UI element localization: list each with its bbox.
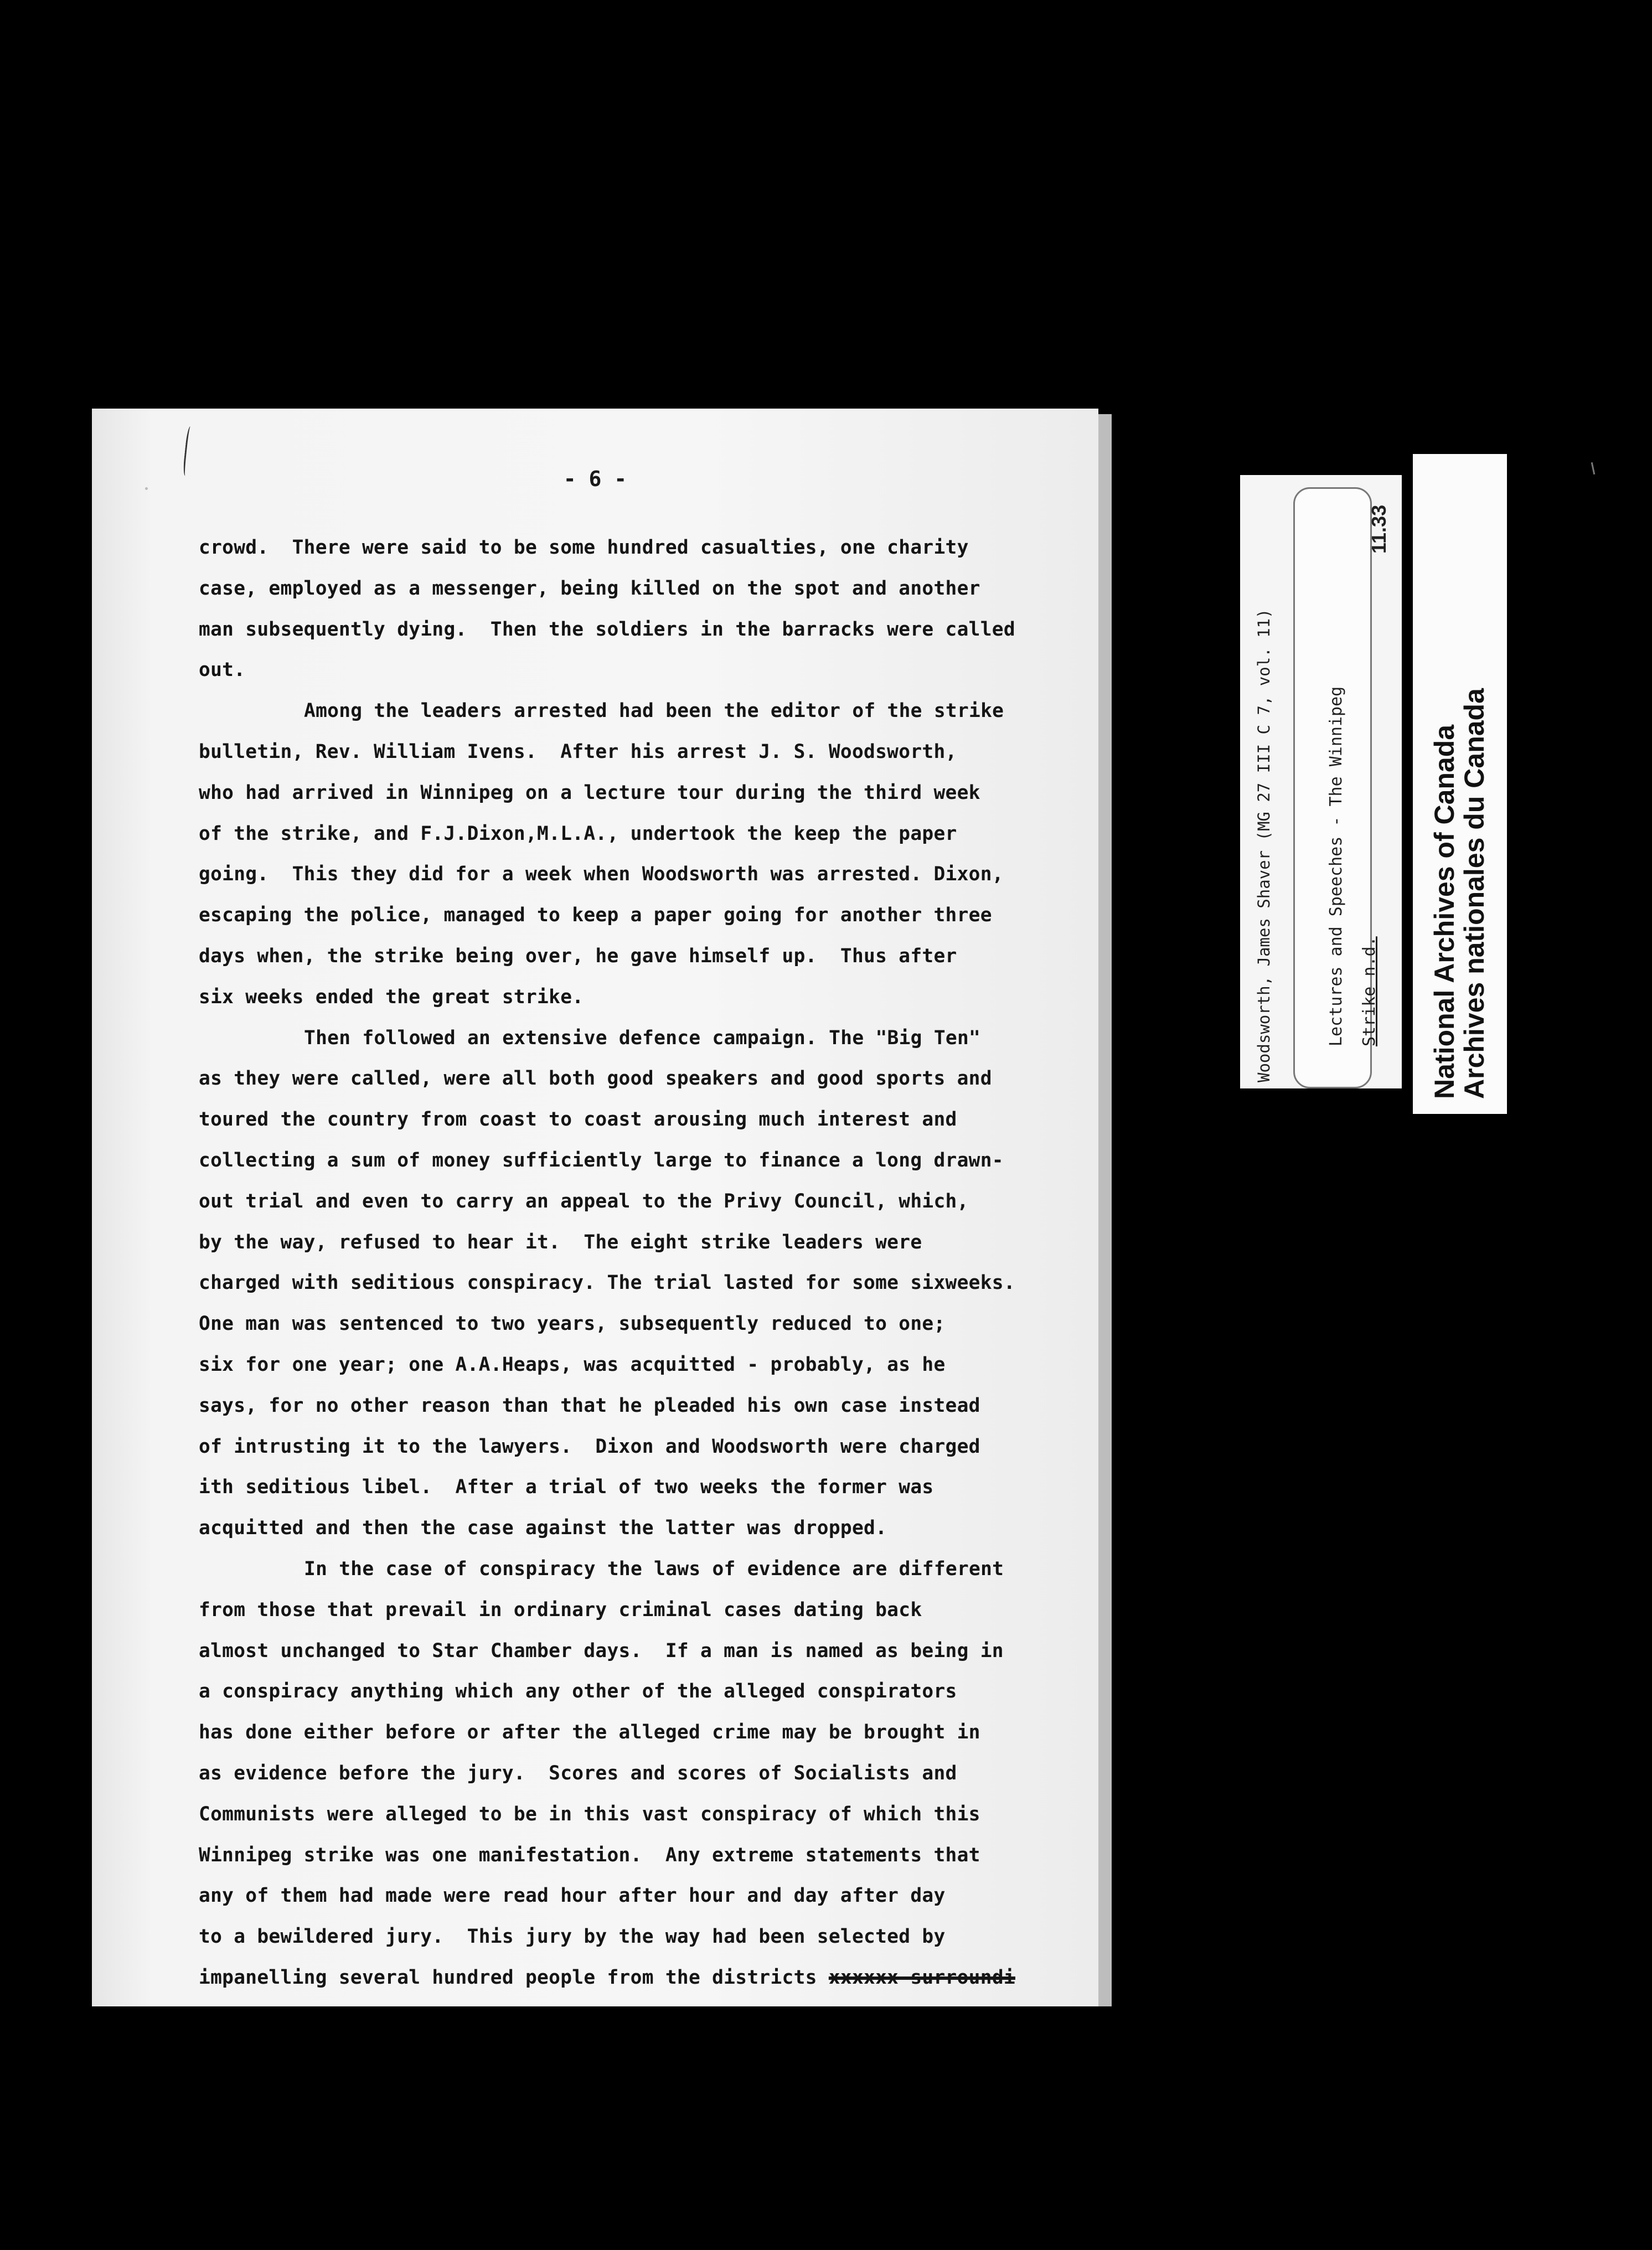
text-line (199, 1958, 1057, 1999)
text-line: from those that prevail in ordinary criminal cases dating back (199, 1598, 922, 1621)
text-line: toured the country from coast to coast arousing much interest and (199, 1108, 957, 1131)
text-line: charged with seditious conspiracy. The trial lasted for some sixweeks. (199, 1272, 1015, 1294)
text-line: going. This they did for a week when Woodsworth was arrested. Dixon, (199, 863, 1004, 886)
text-line: out trial and even to carry an appeal to the Privy Council, which, (199, 1190, 969, 1212)
text-line: escaping the police, managed to keep a paper going for another three (199, 904, 992, 927)
text-line: of intrusting it to the lawyers. Dixon and Woodsworth were charged (199, 1435, 980, 1458)
page-number: - 6 - (563, 467, 627, 491)
text-line: case, employed as a messenger, being killed on the spot and another (199, 577, 980, 600)
text-line: bulletin, Rev. William Ivens. After his arrest J. S. Woodsworth, (199, 740, 957, 763)
text-line: In the case of conspiracy the laws of evidence are different (304, 1557, 1004, 1580)
text-line: days when, the strike being over, he gave himself up. Thus after (199, 945, 957, 967)
tag-file-line: Strike n.d. (1360, 936, 1379, 1046)
text-line: has done either before or after the alleged crime may be brought in (199, 1721, 980, 1744)
struck-out-text: xxxxxx surroundi (828, 1966, 1015, 1989)
text-line: as evidence before the jury. Scores and scores of Socialists and (199, 1762, 957, 1784)
text-line: six for one year; one A.A.Heaps, was acquitted - probably, as he (199, 1353, 946, 1376)
tag-series-line: Lectures and Speeches - The Winnipeg (1326, 686, 1346, 1046)
text-line: ith seditious libel. After a trial of two weeks the former was (199, 1476, 934, 1499)
text-line: out. (199, 659, 246, 682)
text-line: as they were called, were all both good speakers and good sports and (199, 1067, 992, 1090)
typed-body (199, 528, 1057, 1999)
text-line: One man was sentenced to two years, subsequently reduced to one; (199, 1313, 946, 1335)
text-line: six weeks ended the great strike. (199, 985, 584, 1008)
text-line: to a bewildered jury. This jury by the way had been selected by (199, 1926, 946, 1948)
text-line: man subsequently dying. Then the soldiers in the barracks were called (199, 618, 1015, 641)
text-line: crowd. There were said to be some hundred casualties, one charity (199, 536, 969, 559)
text-line: Winnipeg strike was one manifestation. Any extreme statements that (199, 1844, 980, 1866)
text-line: a conspiracy anything which any other of the alleged conspirators (199, 1680, 957, 1703)
archive-name-english: National Archives of Canada (1429, 724, 1460, 1099)
text-line: any of them had made were read hour after hour and day after day (199, 1885, 946, 1907)
text-line: who had arrived in Winnipeg on a lecture tour during the third week (199, 781, 980, 804)
text-line: almost unchanged to Star Chamber days. If a man is named as being in (199, 1639, 1004, 1662)
text-line: collecting a sum of money sufficiently large to finance a long drawn- (199, 1149, 1004, 1172)
tag-author-reference: Woodsworth, James Shaver (MG 27 III C 7, vol. 11) (1255, 608, 1273, 1082)
text-line-content: impanelling several hundred people from the districts (199, 1966, 829, 1989)
frame-mark (1591, 462, 1596, 474)
tag-file-number: 11.33 (1367, 504, 1390, 554)
archive-name-french: Archives nationales du Canada (1459, 688, 1490, 1099)
speck (145, 487, 148, 490)
text-line: says, for no other reason than that he pleaded his own case instead (199, 1394, 980, 1417)
text-line: by the way, refused to hear it. The eight strike leaders were (199, 1231, 922, 1253)
text-line: acquitted and then the case against the latter was dropped. (199, 1517, 887, 1540)
typed-page (92, 409, 1098, 2006)
text-line: Communists were alleged to be in this vast conspiracy of which this (199, 1803, 980, 1825)
text-line: Among the leaders arrested had been the editor of the strike (304, 700, 1004, 723)
text-line: Then followed an extensive defence campaign. The "Big Ten" (304, 1026, 981, 1049)
text-line: of the strike, and F.J.Dixon,M.L.A., undertook the keep the paper (199, 822, 957, 845)
